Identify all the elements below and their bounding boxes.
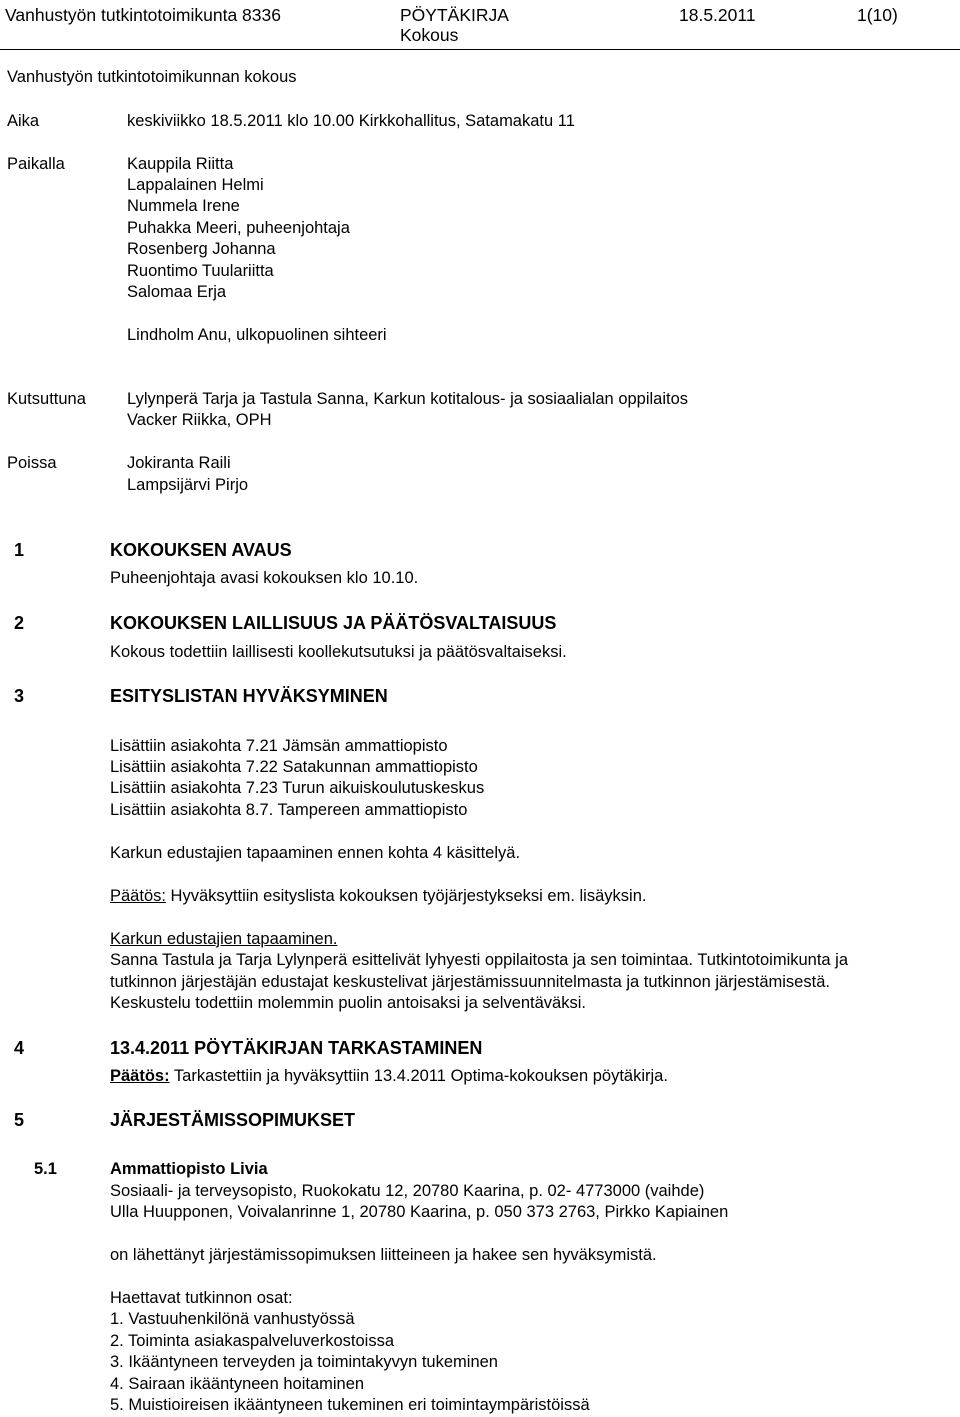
part-item: 2. Toiminta asiakaspalveluverkostoissa	[110, 1332, 395, 1350]
poissa-label: Poissa	[7, 454, 57, 472]
kutsuttuna-line: Vacker Riikka, OPH	[127, 411, 272, 429]
karkun-heading: Karkun edustajien tapaaminen.	[110, 930, 338, 948]
kutsuttuna-line: Lylynperä Tarja ja Tastula Sanna, Karkun kotitalous- ja sosiaalialan oppilaitos	[127, 390, 689, 408]
poissa-line: Jokiranta Raili	[127, 454, 231, 472]
meeting-title: Vanhustyön tutkintotoimikunnan kokous	[7, 68, 297, 86]
agenda-addition: Lisättiin asiakohta 7.23 Turun aikuiskoulutuskeskus	[110, 779, 485, 797]
member-line: Rosenberg Johanna	[127, 240, 276, 258]
kutsuttuna-label: Kutsuttuna	[7, 390, 86, 408]
member-line: Ruontimo Tuulariitta	[127, 262, 274, 280]
header-org: Vanhustyön tutkintotoimikunta 8336	[5, 5, 281, 25]
section-1-title: KOKOUKSEN AVAUS	[110, 540, 292, 560]
agenda-addition: Lisättiin asiakohta 7.22 Satakunnan ammattiopisto	[110, 758, 478, 776]
part-item: 1. Vastuuhenkilönä vanhustyössä	[110, 1310, 355, 1328]
decision-text: Tarkastettiin ja hyväksyttiin 13.4.2011 Optima-kokouksen pöytäkirja.	[169, 1067, 668, 1085]
agenda-addition: Lisättiin asiakohta 8.7. Tampereen ammattiopisto	[110, 801, 468, 819]
karkun-line: tutkinnon järjestäjän edustajat keskustelivat järjestämissuunnitelmasta ja tutkinnon järjestämisestä.	[110, 973, 830, 991]
decision-text: Hyväksyttiin esityslista kokouksen työjärjestykseksi em. lisäyksin.	[165, 887, 647, 905]
section-2-text: Kokous todettiin laillisesti koollekutsutuksi ja päätösvaltaiseksi.	[110, 643, 567, 661]
section-3-number: 3	[14, 686, 25, 706]
address-line: Ulla Huupponen, Voivalanrinne 1, 20780 Kaarina, p. 050 373 2763, Pirkko Kapiainen	[110, 1203, 729, 1221]
parts-label: Haettavat tutkinnon osat:	[110, 1289, 293, 1307]
paikalla-label: Paikalla	[7, 155, 65, 173]
part-item: 4. Sairaan ikääntyneen hoitaminen	[110, 1375, 365, 1393]
member-line: Salomaa Erja	[127, 283, 227, 301]
address-line: Sosiaali- ja terveysopisto, Ruokokatu 12, 20780 Kaarina, p. 02- 4773000 (vaihde)	[110, 1182, 705, 1200]
header-doc-type: PÖYTÄKIRJA	[400, 5, 509, 25]
karkun-line: Keskustelu todettiin molemmin puolin antoisaksi ja selventäväksi.	[110, 994, 586, 1012]
part-item: 3. Ikääntyneen terveyden ja toimintakyvyn tukeminen	[110, 1353, 498, 1371]
member-line: Lappalainen Helmi	[127, 176, 264, 194]
section-3-title: ESITYSLISTAN HYVÄKSYMINEN	[110, 686, 388, 706]
application-text: on lähettänyt järjestämissopimuksen liitteineen ja hakee sen hyväksymistä.	[110, 1246, 657, 1264]
aika-value: keskiviikko 18.5.2011 klo 10.00 Kirkkohallitus, Satamakatu 11	[127, 112, 575, 130]
header-doc-subtype: Kokous	[400, 25, 459, 45]
karkun-note: Karkun edustajien tapaaminen ennen kohta 4 käsittelyä.	[110, 844, 521, 862]
subsection-5-1-number: 5.1	[34, 1160, 57, 1178]
section-1-text: Puheenjohtaja avasi kokouksen klo 10.10.	[110, 569, 419, 587]
section-5-number: 5	[14, 1110, 25, 1130]
part-item: 5. Muistioireisen ikääntyneen tukeminen eri toimintaympäristöissä	[110, 1396, 590, 1414]
section-3-decision	[110, 886, 646, 907]
section-2-title: KOKOUKSEN LAILLISUUS JA PÄÄTÖSVALTAISUUS	[110, 613, 557, 633]
aika-label: Aika	[7, 112, 40, 130]
section-1-number: 1	[14, 540, 25, 560]
section-4-title: 13.4.2011 PÖYTÄKIRJAN TARKASTAMINEN	[110, 1038, 483, 1058]
header-page: 1(10)	[857, 5, 898, 25]
agenda-addition: Lisättiin asiakohta 7.21 Jämsän ammattiopisto	[110, 737, 448, 755]
poissa-line: Lampsijärvi Pirjo	[127, 476, 249, 494]
secretary-line: Lindholm Anu, ulkopuolinen sihteeri	[127, 326, 387, 344]
member-line: Nummela Irene	[127, 197, 240, 215]
decision-label: Päätös:	[110, 887, 166, 905]
subsection-5-1-title: Ammattiopisto Livia	[110, 1160, 268, 1178]
member-line: Kauppila Riitta	[127, 155, 234, 173]
member-line: Puhakka Meeri, puheenjohtaja	[127, 219, 350, 237]
header-divider	[0, 49, 960, 50]
header-date: 18.5.2011	[679, 5, 756, 25]
karkun-line: Sanna Tastula ja Tarja Lylynperä esittelivät lyhyesti oppilaitosta ja sen toimintaa. Tutkintotoimikunta ja	[110, 951, 849, 969]
section-2-number: 2	[14, 613, 25, 633]
section-4-decision	[110, 1066, 668, 1087]
section-5-title: JÄRJESTÄMISSOPIMUKSET	[110, 1110, 356, 1130]
decision-label: Päätös:	[110, 1067, 170, 1085]
section-4-number: 4	[14, 1038, 25, 1058]
